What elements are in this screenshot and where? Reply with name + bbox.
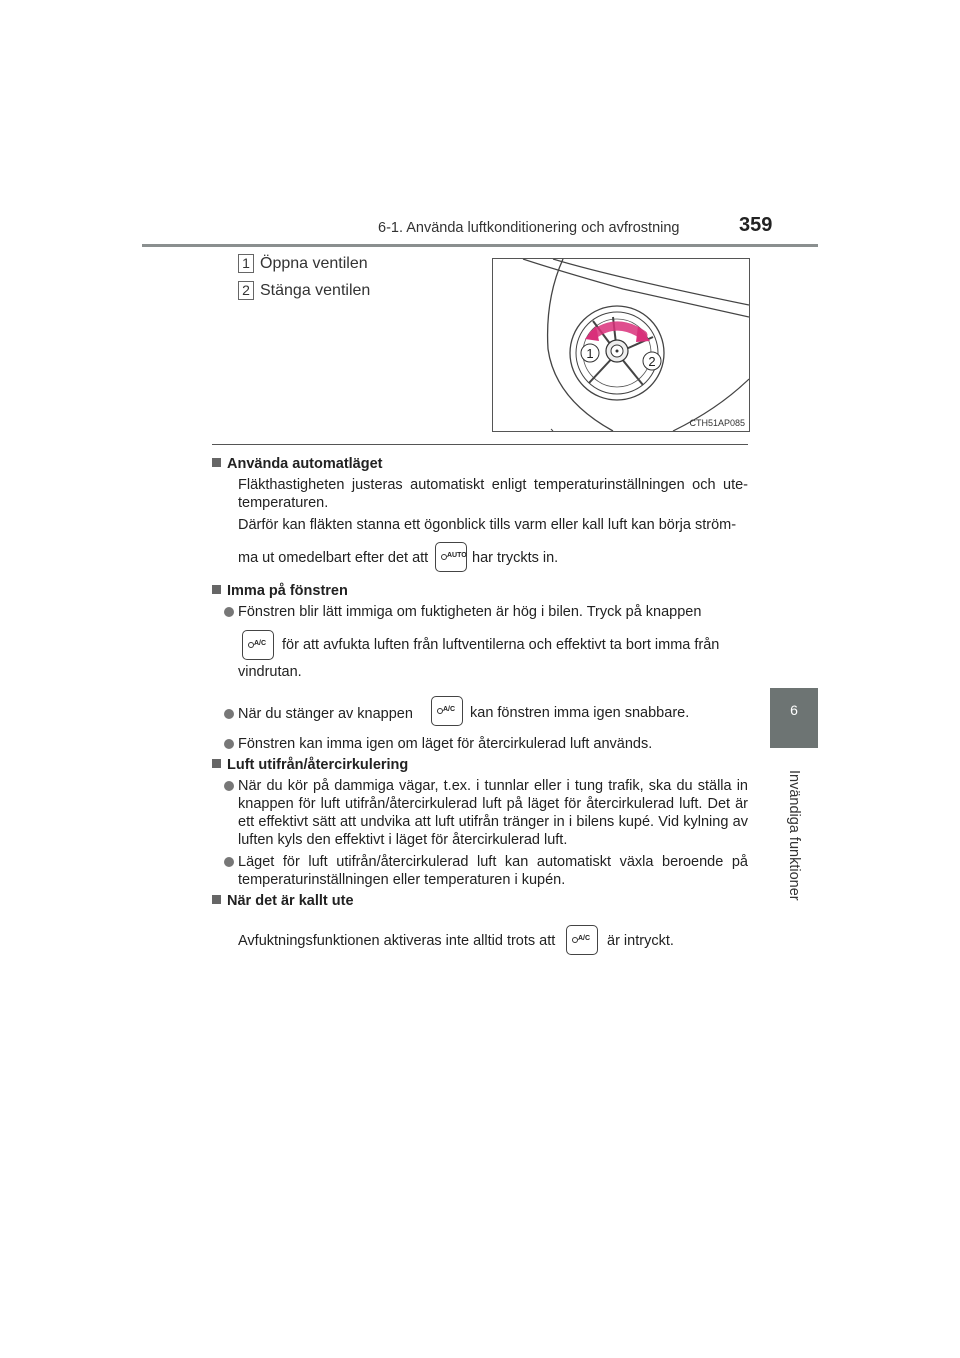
fog-bullet-1: Fönstren blir lätt immiga om fuktigheten är hög i bilen. Tryck på knappen bbox=[224, 603, 748, 621]
chapter-tab-number: 6 bbox=[790, 702, 798, 718]
fog-bullet-2-end: kan fönstren imma igen snabbare. bbox=[470, 705, 690, 721]
square-bullet-icon bbox=[212, 585, 221, 594]
square-bullet-icon bbox=[212, 895, 221, 904]
section-heading-cold: När det är kallt ute bbox=[212, 893, 354, 909]
ac-button-icon: A/C bbox=[566, 925, 598, 955]
fog-bullet-1-cont: för att avfukta luften från luftventilerna och effektivt ta bort imma från bbox=[282, 637, 720, 653]
ac-button-icon: A/C bbox=[242, 630, 274, 660]
header-divider bbox=[142, 244, 818, 247]
square-bullet-icon bbox=[212, 458, 221, 467]
cold-paragraph: Avfuktningsfunktionen aktiveras inte alltid trots att bbox=[238, 933, 556, 949]
legend-item-close bbox=[238, 281, 370, 300]
round-bullet-icon bbox=[224, 709, 234, 719]
figure-callout-2: 2 bbox=[648, 354, 656, 369]
legend-text: Stänga ventilen bbox=[260, 281, 371, 299]
section-heading-recirc: Luft utifrån/återcirkulering bbox=[212, 757, 408, 773]
recirc-bullet-2: Läget för luft utifrån/återcirkulerad luft kan automatiskt växla beroende på temperaturinställningen eller temperaturen i kupén. bbox=[238, 854, 748, 888]
legend-number: 2 bbox=[238, 281, 254, 300]
fog-bullet-3: Fönstren kan imma igen om läget för återcirkulerad luft används. bbox=[224, 735, 748, 753]
chapter-tab bbox=[770, 688, 818, 748]
section-heading-fog: Imma på fönstren bbox=[212, 583, 348, 599]
vent-drawing bbox=[493, 259, 749, 431]
round-bullet-icon bbox=[224, 781, 234, 791]
auto-paragraph-2-cont: ma ut omedelbart efter det att bbox=[238, 550, 429, 566]
chapter-tab-label: Invändiga funktioner bbox=[786, 770, 802, 901]
vent-illustration bbox=[492, 258, 750, 432]
legend-number: 1 bbox=[238, 254, 254, 273]
fog-bullet-2: När du stänger av knappen bbox=[224, 705, 748, 723]
auto-paragraph-2-end: har tryckts in. bbox=[472, 550, 559, 566]
figure-callout-1: 1 bbox=[586, 346, 594, 361]
legend-text: Öppna ventilen bbox=[260, 254, 368, 272]
round-bullet-icon bbox=[224, 857, 234, 867]
recirc-bullet-1: När du kör på dammiga vägar, t.ex. i tunnlar eller i tung trafik, ska du ställa in knappen för luft utifrån/återcirkulerad luft på läget för återcirkulerad luft. Det är ett effektivt sätt att undvika att luft utifrån tränger in i bilens kupé. Vid kylning av luften kyls den effektivt i läget för återcirkulerad luft. bbox=[238, 778, 748, 848]
ac-button-icon: A/C bbox=[431, 696, 463, 726]
page-number: 359 bbox=[739, 214, 773, 236]
round-bullet-icon bbox=[224, 739, 234, 749]
legend-item-open bbox=[238, 254, 368, 273]
section-heading-auto: Använda automatläget bbox=[212, 456, 383, 472]
round-bullet-icon bbox=[224, 607, 234, 617]
section-divider bbox=[212, 444, 748, 445]
auto-paragraph-2: Därför kan fläkten stanna ett ögonblick tills varm eller kall luft kan börja ström- bbox=[238, 517, 737, 533]
figure-code: CTH51AP085 bbox=[689, 418, 745, 428]
chapter-title: 6-1. Använda luftkonditionering och avfrostning bbox=[378, 220, 680, 236]
auto-button-icon: AUTO bbox=[435, 542, 467, 572]
square-bullet-icon bbox=[212, 759, 221, 768]
cold-paragraph-end: är intryckt. bbox=[607, 933, 674, 949]
auto-paragraph-1: Fläkthastigheten justeras automatiskt enligt temperaturinställningen och ute-temperaturen. bbox=[238, 477, 748, 511]
fog-bullet-1-end: vindrutan. bbox=[238, 664, 302, 680]
